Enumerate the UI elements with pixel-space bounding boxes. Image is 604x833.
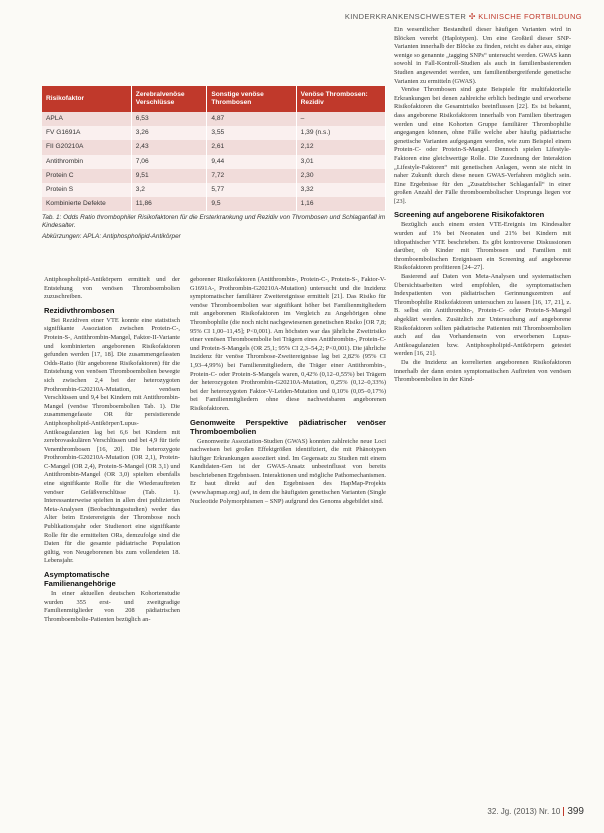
journal-logo-icon: ✣	[468, 12, 476, 21]
table-cell: 3,26	[131, 126, 207, 140]
table-row	[42, 169, 386, 183]
column-header: Zerebralvenöse Verschlüsse	[131, 86, 207, 112]
table-row	[42, 183, 386, 197]
table-cell: 7,06	[131, 155, 207, 169]
paragraph: Venöse Thrombosen sind gute Beispiele für multifaktorielle Erkrankungen bei denen zahlreiche erblich bedingte und erworbene Risikofaktoren die Gesamtrisiko beeinflussen [22]. Es ist bekannt, dass angeborene Risikofaktoren innerhalb von Familien übertragen werden und eine Kohorten Gruppe familiärer Thrombophilie angegangen können, ohne Fälle welche aber häufig pädiatrische genetische Varianten aufgegangen werden, wie zum Beispiel einem Protein-C- oder Protein-S-Mangel. Dennoch spielen Lifestyle-Faktoren eine gleichwertige Rolle. Die Zuordnung der Interaktion „Lifestyle-Faktoren“ mit genetischen Anlagen, wenn sie nicht in naher Zukunft durch diese neuen GWAS-Verfahren möglich sein. Eine Ergebnisse für den „Zusatzbischer Schlaganfall“ in einer großen Anzahl der Fälle thromboembolischer Ursprungs liegen vor [23].	[394, 86, 571, 205]
paragraph: geborener Risikofaktoren (Antithrombin-, Protein-C-, Protein-S-, Faktor-V-G1691A-, Prothrombin-G20210A-Mutation) untersucht und die Inzidenz symptomatischer familiärer Zweitereignisse ermittelt [21]. Das Risiko für venöse Thromboembolien war signifikant höher bei Familienmitgliedern mit angeborenen Risikofaktoren im Vergleich zu Angehörigen ohne Thrombophilie (die noch nicht nachgewiesenen genetischen Risiko [OR 7,8; 95% CI 1,00–11,45]; P<0,001). Am höchsten war das jährliche Zweitrisiko einer venösen Thromboembolie bei Trägern eines Antithrombin-, Protein-C- und Protein-S-Mangels (OR 25,1; 95% CI 2,3–54,2; P<0,001). Die jährliche Inzidenz für venöse Thrombose-Zweitereignisse lag bei 2,82% (95% CI 1,93–4,99%) bei Familienmitgliedern, die Träger einer Antithrombin-, Protein-C- oder Protein-S-Mangels waren, 0,42% (0,12–0,55%) bei Trägern der heterozygoten Prothrombin-G20210A-Mutation, 0,25% (0,12–0,33%) bei der heterozygoten Faktor-V-Leiden-Mutation und 0,10% (0,05–0,17%) bei Familienmitgliedern ohne diese nachweisbaren angeborenen Risikofaktoren.	[190, 276, 386, 412]
text-column-left	[44, 276, 180, 624]
page-header	[0, 12, 582, 21]
table-cell: 2,61	[207, 140, 296, 154]
table-row	[42, 155, 386, 169]
paragraph: Da die Inzidenz an korrelierten angeborenen Risikofaktoren innerhalb der dann ersten symptomatischen Auftreten von venösen Thromboembolien in der Kind-	[394, 358, 571, 384]
section-heading: Screening auf angeborene Risikofaktoren	[394, 210, 545, 220]
table-cell: 2,12	[296, 140, 385, 154]
table-abbreviations: Abkürzungen: APLA: Antiphospholipid-Antikörper	[42, 233, 181, 241]
column-header: Sonstige venöse Thrombosen	[207, 86, 296, 112]
table-cell: 5,77	[207, 183, 296, 197]
table-cell: –	[296, 112, 385, 126]
table-cell: 6,53	[131, 112, 207, 126]
table-cell: FV G1691A	[42, 126, 131, 140]
text-column-right	[394, 26, 571, 385]
page-footer	[487, 806, 584, 817]
table-row	[42, 140, 386, 154]
table-cell: Antithrombin	[42, 155, 131, 169]
table-cell: Kombinierte Defekte	[42, 197, 131, 211]
section-name: KLINISCHE FORTBILDUNG	[478, 12, 582, 21]
table-cell: 3,2	[131, 183, 207, 197]
paragraph: Bei Rezidiven einer VTE konnte eine statistisch signifikante Assoziation zwischen Protein-C-, Protein-S-, Antithrombin-Mangel, Faktor-II-Variante und kombinierten angeborenen Risikofaktoren gefunden werden [17, 18]. Die zusammengefassten Odds-Ratio (für angeborene Risikofaktoren) für die Entstehung von venösen Thromboembolien bewegte sich zwischen 2,4 bei der heterozygoten Prothrombin-G20210A-Mutation, venösen Verschlüssen und 9,4 bei Kindern mit Antithrombin-Mangel (venöse Thromboembolien Tab. 1). Die zusammengefasste OR für persistierende Antiphospholipid-Antikörper/Lupus-Antikoagulanzien lag bei 6,6 bei Kindern mit zerebrovaskulären Verschlüssen und bei 4,9 für tiefe Venenthrombosen [16, 20]. Die heterozygote Prothrombin-G20210A-Mutation (OR 2,1), Protein-C-Mangel (OR 2,4), Protein-S-Mangel (OR 3,1) und Antithrombin-Mangel (OR 3,0) spielten ebenfalls eine signifikante Rolle für die Wiederauftreten venöser Gefäßverschlüsse (Tab. 1). Interessanterweise spielten in allen drei publizierten Meta-Analysen (Beobachtungsstudien) weder das Alter beim Ersterereignis der Thrombose noch Publikationsjahr oder Studienort eine signifikante Rolle für die ermittelten ORs, demzufolge sind die Daten für die gesamte pädiatrische Population gültig, von Neugeborenen bis zum vollendeten 18. Lebensjahr.	[44, 316, 180, 565]
table-cell: Protein S	[42, 183, 131, 197]
column-header: Risikofaktor	[42, 86, 131, 112]
table-cell: 9,5	[207, 197, 296, 211]
issue-info: 32. Jg. (2013) Nr. 10	[487, 807, 561, 816]
table-cell: 7,72	[207, 169, 296, 183]
journal-name: KINDERKRANKENSCHWESTER	[344, 12, 467, 21]
table-caption: Tab. 1: Odds Ratio thrombophiler Risikofaktoren für die Ersterkrankung und Rezidiv von Thrombosen und Schlaganfall im Kindesalter.	[42, 214, 386, 230]
paragraph: In einer aktuellen deutschen Kohortenstudie wurden 355 erst- und zweitgradige Familienmitglieder von 208 pädiatrischen Thromboembolie-Patienten bezüglich an-	[44, 590, 180, 623]
table-row	[42, 197, 386, 211]
odds-ratio-table	[42, 86, 386, 211]
table-cell: APLA	[42, 112, 131, 126]
table-cell: 1,16	[296, 197, 385, 211]
paragraph: Bezüglich auch einem ersten VTE-Ereignis im Kindesalter wurden auf 1% bei Neonaten und 21% bei Kindern mit idiopathischer VTE beschrieben. Es gibt kontroverse Diskussionen darüber, ob Kinder mit Thrombosen und Familien mit thromboembolischen Ereignissen ein Screening auf angeborene Risikofaktoren profitieren [24–27].	[394, 221, 571, 272]
section-heading: Genomweite Perspektive pädiatrischer venöser Thromboembolien	[190, 417, 386, 436]
table-cell: 2,43	[131, 140, 207, 154]
text-column-middle	[190, 276, 386, 506]
table-cell: 4,87	[207, 112, 296, 126]
table-cell: FII G20210A	[42, 140, 131, 154]
paragraph: Basierend auf Daten von Meta-Analysen und systematischen Übersichtsarbeiten wird empfohlen, die symptomatischen Indexpatienten von pädiatrischen Gerinnungszentren auf Thrombophilie Risikofaktoren untersuchen zu lassen [16, 17, 21], z. B. selbst ein Antithrombin-, Protein-C- oder Protein-S-Mangel abgeklärt werden. Zusätzlich zur Untersuchung auf angeborene Risikofaktoren sollten pädiatrische Patienten mit Thromboembolien auch auf das Vorhandensein von erworbenen Lupus-Antikoagulanzien bzw. Antiphospholipid-Antikörpern getestet werden [16, 21].	[394, 273, 571, 358]
table-cell: 9,51	[131, 169, 207, 183]
table-header-row	[42, 86, 386, 112]
table-cell: 3,55	[207, 126, 296, 140]
page-number: 399	[567, 806, 584, 817]
section-heading: Asymptomatische Familienangehörige	[44, 570, 116, 588]
paragraph: Antiphospholipid-Antikörpern ermittelt und der Entstehung von venösen Thromboembolien zuzuschreiben.	[44, 276, 180, 301]
column-header: Venöse Thrombosen: Rezidiv	[296, 86, 385, 112]
section-heading: Rezidivthrombosen	[44, 305, 115, 315]
table-cell: Protein C	[42, 169, 131, 183]
table-cell: 3,32	[296, 183, 385, 197]
table-cell: 9,44	[207, 155, 296, 169]
table-cell: 3,01	[296, 155, 385, 169]
footer-divider	[563, 807, 564, 816]
paragraph: Ein wesentlicher Bestandteil dieser häufigen Varianten wird in Blöcken vererbt (Haplotypen). Um eine Großteil dieser SNP-Varianten innerhalb der Blöcke zu finden, reicht es daher aus, einige wenige so genannte „tagging SNPs“ untersucht werden. GWAS kann sowohl in Fall-Kontroll-Studien als auch in familienbasierenden Studien angewendet werden, um familienübergreifende genetische Varianten zu ermitteln (GWAS).	[394, 26, 571, 85]
table-row	[42, 112, 386, 126]
table-cell: 1,39 (n.s.)	[296, 126, 385, 140]
table-cell: 11,86	[131, 197, 207, 211]
table-cell: 2,30	[296, 169, 385, 183]
paragraph: Genomweite Assoziation-Studien (GWAS) konnten zahlreiche neue Loci nachweisen bei großen Effektgrößen identifiziert, die mit Phänotypen häufiger Erkrankungen assoziiert sind. Im Gegensatz zu Studien mit einem Kandidaten-Gen ist der GWAS-Ansatz unbeeinflusst von bereits beschriebenen Ergebnissen. Interaktionen und mögliche Pathomechanismen. Er baut direkt auf den Ergebnissen des HapMap-Projekts (www.hapmap.org) auf, in dem die häufigsten genetischen Varianten (Single Nucleotide Polymorphismen – SNP) aufgrund des Genoms abgebildet sind.	[190, 437, 386, 505]
odds-ratio-table-box	[42, 86, 386, 241]
table-row	[42, 126, 386, 140]
